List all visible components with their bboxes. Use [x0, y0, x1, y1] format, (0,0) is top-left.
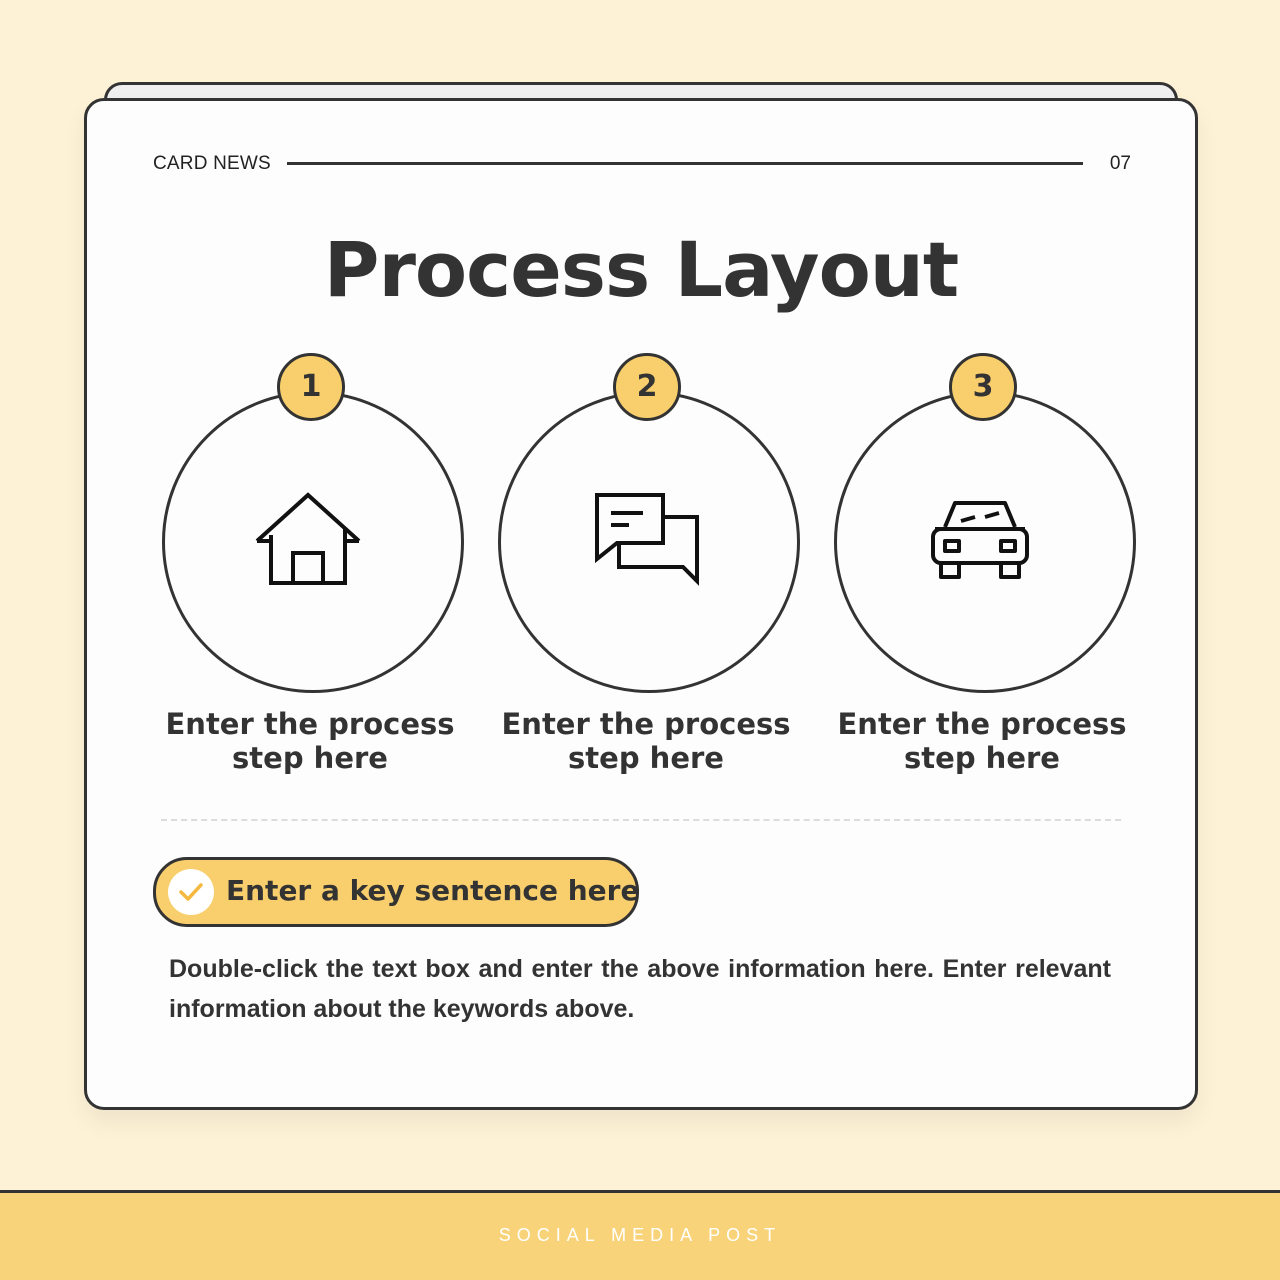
body-text: Double-click the text box and enter the above information here. Enter relevant information about the keywords above.	[169, 955, 1111, 1023]
car-icon	[925, 491, 1035, 591]
process-step-3	[825, 353, 1145, 783]
step-text: Enter the process step here	[837, 707, 1127, 775]
step-number-badge: 2	[613, 353, 681, 421]
chat-bubbles-icon	[589, 491, 699, 591]
process-step-1	[153, 353, 473, 783]
header-divider-line	[287, 162, 1083, 165]
key-sentence-pill	[153, 857, 639, 927]
step-number-badge: 3	[949, 353, 1017, 421]
step-text: Enter the process step here	[165, 707, 455, 775]
step-number-badge: 1	[277, 353, 345, 421]
process-step-2	[489, 353, 809, 783]
dashed-divider	[161, 819, 1121, 821]
card-label: CARD NEWS	[153, 153, 271, 174]
step-text: Enter the process step here	[501, 707, 791, 775]
house-icon	[253, 491, 363, 591]
footer-text: SOCIAL MEDIA POST	[498, 1225, 782, 1245]
card-number: 07	[1109, 153, 1131, 174]
page-title: Process Layout	[323, 225, 959, 314]
key-sentence-text: Enter a key sentence here	[226, 874, 640, 907]
checkmark-icon	[168, 869, 214, 915]
card-header	[153, 151, 1131, 179]
footer-bar	[0, 1190, 1280, 1280]
card	[84, 98, 1198, 1110]
